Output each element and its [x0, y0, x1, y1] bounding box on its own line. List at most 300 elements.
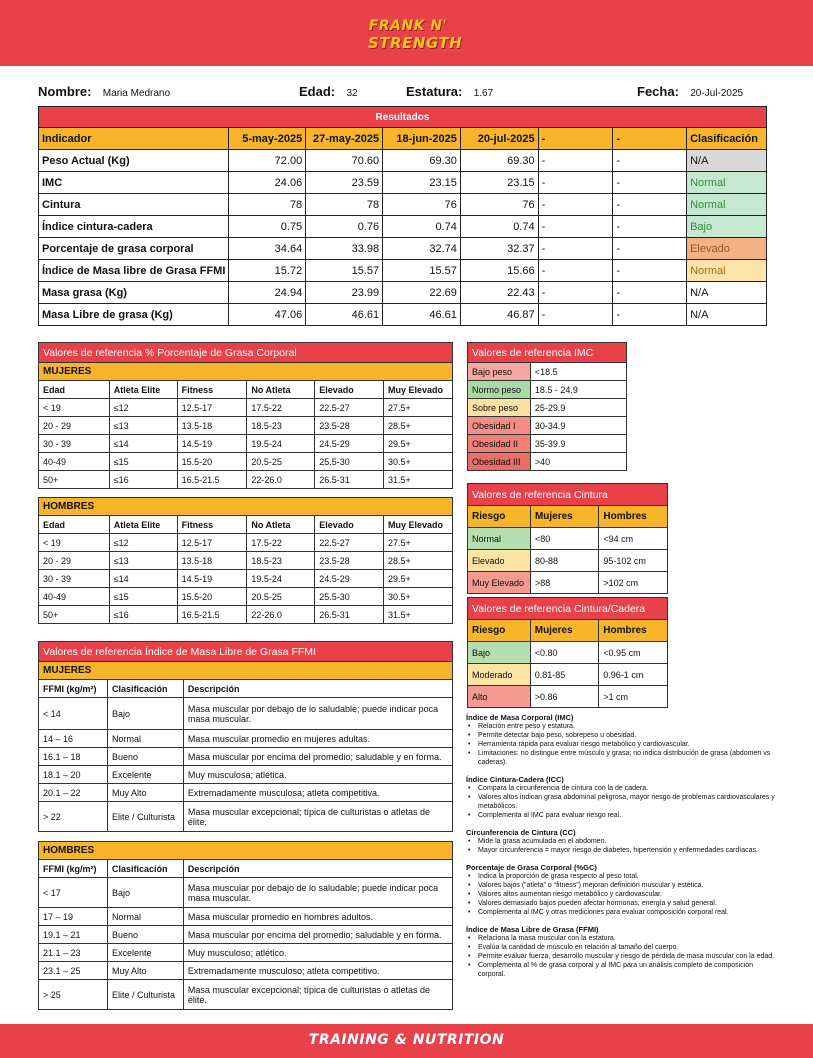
result-value: 32.37: [460, 238, 538, 260]
note-item: • Complementa al % de grasa corporal y al IMC para un análisis completo de composición corporal.: [466, 961, 776, 979]
cell: Masa muscular promedio en mujeres adultas.: [183, 730, 452, 748]
indicator-label: Masa grasa (Kg): [39, 282, 229, 304]
cell: <0.95 cm: [599, 642, 668, 664]
cell: 26.5-31: [315, 471, 384, 489]
grasa-row: [39, 417, 453, 435]
result-value: -: [538, 150, 613, 172]
result-value: -: [613, 238, 687, 260]
cell: 18.5 - 24.9: [530, 381, 626, 399]
results-header: 27-may-2025: [306, 128, 383, 150]
cell: ≤13: [109, 552, 177, 570]
cell: ≤12: [109, 399, 177, 417]
cell: Alto: [468, 686, 531, 708]
indicator-label: Cintura: [39, 194, 229, 216]
fecha-label: Fecha:: [637, 84, 679, 99]
note-item: • Valores demasiado bajos pueden afectar hormonas, energía y salud general.: [466, 899, 776, 908]
ffmi-row: [39, 784, 453, 802]
cell: 19.1 – 21: [39, 926, 108, 944]
cintura-row: [468, 550, 668, 572]
results-row: [39, 194, 767, 216]
grasa-col-header: Atleta Elite: [109, 516, 177, 534]
results-title: Resultados: [39, 107, 767, 128]
classification-cell: Normal: [687, 194, 767, 216]
brand-logo: [368, 18, 463, 56]
grasa-row: [39, 399, 453, 417]
fecha-value: 20-Jul-2025: [690, 88, 744, 99]
result-value: 76: [460, 194, 538, 216]
info-nombre: [38, 84, 170, 99]
result-value: 0.74: [383, 216, 461, 238]
cintura-row: [468, 528, 668, 550]
classification-cell: Normal: [687, 260, 767, 282]
cell: 14.5-19: [177, 570, 247, 588]
ffmi-row: [39, 944, 453, 962]
cell: 28.5+: [384, 552, 453, 570]
results-header: -: [613, 128, 687, 150]
result-value: 24.94: [229, 282, 306, 304]
grasa-ref-title: Valores de referencia % Porcentaje de Grasa Corporal: [39, 343, 453, 363]
cell: Normo peso: [468, 381, 531, 399]
ffmi-hombres-table: [38, 841, 453, 1010]
cell: 21.1 – 23: [39, 944, 108, 962]
cell: ≤16: [109, 606, 177, 624]
results-header: 18-jun-2025: [383, 128, 461, 150]
cell: 22.5-27: [315, 399, 384, 417]
result-value: 32.74: [383, 238, 461, 260]
cell: Normal: [107, 908, 183, 926]
result-value: 47.06: [229, 304, 306, 326]
info-fecha: [637, 84, 743, 99]
cell: 20 - 29: [39, 417, 110, 435]
note-item: • Relaciona la masa muscular con la estatura.: [466, 934, 776, 943]
cell: 13.5-18: [177, 417, 247, 435]
cell: 14 – 16: [39, 730, 108, 748]
cell: 17 – 19: [39, 908, 108, 926]
result-value: 0.74: [460, 216, 538, 238]
cell: 24.5-29: [315, 435, 384, 453]
result-value: 46.61: [383, 304, 461, 326]
results-header: -: [538, 128, 613, 150]
result-value: -: [613, 172, 687, 194]
classification-cell: Bajo: [687, 216, 767, 238]
note-title: Índice de Masa Libre de Grasa (FFMI): [466, 925, 599, 934]
result-value: 0.76: [306, 216, 383, 238]
cell: Normal: [107, 730, 183, 748]
cell: Masa muscular por debajo de lo saludable; puede indicar poca masa muscular.: [183, 698, 452, 730]
result-value: -: [613, 304, 687, 326]
cell: 12.5-17: [177, 399, 247, 417]
cell: ≤12: [109, 534, 177, 552]
cell: 16.5-21.5: [177, 471, 247, 489]
indicator-label: Índice cintura-cadera: [39, 216, 229, 238]
indicator-label: IMC: [39, 172, 229, 194]
cell: 22-26.0: [247, 606, 315, 624]
ffmi-row: [39, 766, 453, 784]
result-value: 23.15: [460, 172, 538, 194]
cell: Bajo: [107, 698, 183, 730]
results-row: [39, 282, 767, 304]
cell: 12.5-17: [177, 534, 247, 552]
result-value: -: [613, 150, 687, 172]
cell: ≤16: [109, 471, 177, 489]
cadera-col-header: Mujeres: [530, 620, 599, 642]
result-value: -: [538, 194, 613, 216]
cell: >40: [530, 453, 626, 471]
cell: 35-39.9: [530, 435, 626, 453]
note-title: Porcentaje de Grasa Corporal (%GC): [466, 863, 597, 872]
cell: Bajo peso: [468, 363, 531, 381]
grasa-col-header: Edad: [39, 381, 110, 399]
cell: 22-26.0: [247, 471, 315, 489]
cell: >88: [530, 572, 598, 594]
cell: 25.5-30: [315, 453, 384, 471]
note-item: • Valores altos indican grasa abdominal peligrosa, mayor riesgo de problemas cardiovasculares y metabólicos.: [466, 793, 776, 811]
cell: < 19: [39, 534, 110, 552]
note-item: • Permite detectar bajo peso, sobrepeso u obesidad.: [466, 731, 776, 740]
cell: 95-102 cm: [599, 550, 668, 572]
note-item: • Complementa al IMC y otras mediciones para evaluar composición corporal real.: [466, 908, 776, 917]
grasa-col-header: Elevado: [315, 381, 384, 399]
result-value: 72.00: [229, 150, 306, 172]
result-value: 15.72: [229, 260, 306, 282]
results-row: [39, 238, 767, 260]
cell: Muy musculosa; atlética.: [183, 766, 452, 784]
indicator-label: Masa Libre de grasa (Kg): [39, 304, 229, 326]
grasa-mujeres-label: MUJERES: [39, 363, 453, 381]
note-item: • Valores altos aumentan riesgo metabólico y cardiovascular.: [466, 890, 776, 899]
cell: >1 cm: [599, 686, 668, 708]
grasa-row: [39, 435, 453, 453]
cell: Obesidad III: [468, 453, 531, 471]
classification-cell: N/A: [687, 282, 767, 304]
imc-row: [468, 435, 627, 453]
results-header: Indicador: [39, 128, 229, 150]
result-value: 23.99: [306, 282, 383, 304]
top-banner: [0, 0, 813, 66]
ffmi-row: [39, 908, 453, 926]
cell: Elite / Culturista: [107, 802, 183, 832]
note-title: Índice de Masa Corporal (IMC): [466, 713, 574, 722]
cell: Bajo: [468, 642, 531, 664]
edad-value: 32: [346, 88, 358, 99]
grasa-row: [39, 453, 453, 471]
cell: 20.1 – 22: [39, 784, 108, 802]
cell: Normal: [468, 528, 531, 550]
estatura-label: Estatura:: [406, 84, 463, 99]
note-item: • Mayor circunferencia = mayor riesgo de diabetes, hipertensión y enfermedades cardíacas.: [466, 846, 776, 855]
cadera-row: [468, 642, 668, 664]
note-item: • Complementa al IMC para evaluar riesgo real.: [466, 811, 776, 820]
grasa-col-header: Elevado: [315, 516, 384, 534]
result-value: 69.30: [383, 150, 461, 172]
cell: Sobre peso: [468, 399, 531, 417]
note-item: • Compara la circunferencia de cintura con la de cadera.: [466, 784, 776, 793]
notes-section: [466, 713, 776, 979]
imc-row: [468, 453, 627, 471]
result-value: -: [538, 216, 613, 238]
cell: 25.5-30: [315, 588, 384, 606]
grasa-col-header: Muy Elevado: [384, 516, 453, 534]
cell: 29.5+: [384, 570, 453, 588]
nombre-label: Nombre:: [38, 84, 92, 99]
brand-logo-line2: STRENGTH: [368, 34, 463, 52]
ffmi-col-header: FFMI (kg/m²): [39, 860, 108, 878]
result-value: 33.98: [306, 238, 383, 260]
result-value: 22.69: [383, 282, 461, 304]
cell: <80: [530, 528, 598, 550]
grasa-row: [39, 606, 453, 624]
cell: 17.5-22: [247, 534, 315, 552]
result-value: 0.75: [229, 216, 306, 238]
cell: 16.1 – 18: [39, 748, 108, 766]
ffmi-row: [39, 962, 453, 980]
cell: Masa muscular excepcional; típica de culturistas o atletas de élite.: [183, 802, 452, 832]
ffmi-row: [39, 748, 453, 766]
imc-row: [468, 417, 627, 435]
cell: 40-49: [39, 588, 110, 606]
result-value: 15.66: [460, 260, 538, 282]
estatura-value: 1.67: [473, 88, 494, 99]
cell: Excelente: [107, 944, 183, 962]
cell: 15.5-20: [177, 453, 247, 471]
result-value: 22.43: [460, 282, 538, 304]
cell: 20.5-25: [247, 453, 315, 471]
cell: 0.96-1 cm: [599, 664, 668, 686]
results-table: [38, 106, 767, 326]
ffmi-mujeres-table: [38, 641, 453, 832]
ffmi-ref-title: Valores de referencia Índice de Masa Libre de Grasa FFMI: [39, 642, 453, 662]
result-value: -: [538, 304, 613, 326]
cell: Moderado: [468, 664, 531, 686]
cell: Extremadamente musculoso; atleta competitivo.: [183, 962, 452, 980]
cell: 16.5-21.5: [177, 606, 247, 624]
results-row: [39, 172, 767, 194]
cell: Bueno: [107, 748, 183, 766]
grasa-ref-table: [38, 342, 453, 489]
grasa-col-header: Fitness: [177, 381, 247, 399]
cell: <94 cm: [599, 528, 668, 550]
cell: 23.5-28: [315, 552, 384, 570]
cell: 30 - 39: [39, 435, 110, 453]
cell: 30.5+: [384, 453, 453, 471]
cell: > 22: [39, 802, 108, 832]
ffmi-row: [39, 802, 453, 832]
imc-row: [468, 381, 627, 399]
result-value: 69.30: [460, 150, 538, 172]
cell: Elevado: [468, 550, 531, 572]
cell: 30.5+: [384, 588, 453, 606]
cell: 40-49: [39, 453, 110, 471]
cell: 15.5-20: [177, 588, 247, 606]
cell: Masa muscular por debajo de lo saludable; puede indicar poca masa muscular.: [183, 878, 452, 908]
result-value: 78: [229, 194, 306, 216]
ffmi-hombres-label: HOMBRES: [39, 842, 453, 860]
cell: 17.5-22: [247, 399, 315, 417]
indicator-label: Peso Actual (Kg): [39, 150, 229, 172]
imc-row: [468, 363, 627, 381]
results-row: [39, 260, 767, 282]
cell: 28.5+: [384, 417, 453, 435]
cell: Masa muscular promedio en hombres adultos.: [183, 908, 452, 926]
grasa-col-header: Edad: [39, 516, 110, 534]
cell: Masa muscular por encima del promedio; saludable y en forma.: [183, 926, 452, 944]
cell: < 19: [39, 399, 110, 417]
cadera-ref-table: [467, 597, 668, 708]
cell: 50+: [39, 471, 110, 489]
cell: Bueno: [107, 926, 183, 944]
cell: 27.5+: [384, 399, 453, 417]
cadera-row: [468, 664, 668, 686]
cintura-row: [468, 572, 668, 594]
result-value: -: [538, 260, 613, 282]
grasa-col-header: Atleta Elite: [109, 381, 177, 399]
result-value: -: [613, 194, 687, 216]
cell: 18.5-23: [247, 417, 315, 435]
cell: ≤15: [109, 588, 177, 606]
grasa-hombres-table: [38, 497, 453, 624]
cell: Masa muscular por encima del promedio; saludable y en forma.: [183, 748, 452, 766]
ffmi-row: [39, 878, 453, 908]
cell: < 14: [39, 698, 108, 730]
results-header: 20-jul-2025: [460, 128, 538, 150]
cintura-ref-table: [467, 483, 668, 594]
ffmi-col-header: Clasificación: [107, 860, 183, 878]
edad-label: Edad:: [299, 84, 336, 99]
cell: Muy musculoso; atlético.: [183, 944, 452, 962]
info-edad: [299, 84, 358, 99]
cell: 50+: [39, 606, 110, 624]
imc-ref-table: [467, 342, 627, 471]
cell: < 17: [39, 878, 108, 908]
cell: Obesidad I: [468, 417, 531, 435]
cell: ≤14: [109, 435, 177, 453]
cell: Obesidad II: [468, 435, 531, 453]
classification-cell: Elevado: [687, 238, 767, 260]
ffmi-col-header: FFMI (kg/m²): [39, 680, 108, 698]
result-value: 15.57: [383, 260, 461, 282]
result-value: 70.60: [306, 150, 383, 172]
result-value: -: [613, 282, 687, 304]
footer-tagline: TRAINING & NUTRITION: [308, 1032, 505, 1048]
cell: 30-34.9: [530, 417, 626, 435]
cell: Muy Alto: [107, 962, 183, 980]
cell: Muy Alto: [107, 784, 183, 802]
cell: 23.5-28: [315, 417, 384, 435]
cell: 19.5-24: [247, 435, 315, 453]
cell: 13.5-18: [177, 552, 247, 570]
classification-cell: Normal: [687, 172, 767, 194]
cell: <18.5: [530, 363, 626, 381]
cell: Muy Elevado: [468, 572, 531, 594]
grasa-col-header: Muy Elevado: [384, 381, 453, 399]
result-value: -: [538, 172, 613, 194]
cell: 80-88: [530, 550, 598, 572]
grasa-col-header: No Atleta: [247, 516, 315, 534]
classification-cell: N/A: [687, 150, 767, 172]
cell: 19.5-24: [247, 570, 315, 588]
cell: 26.5-31: [315, 606, 384, 624]
cell: Excelente: [107, 766, 183, 784]
ffmi-row: [39, 730, 453, 748]
cell: 18.5-23: [247, 552, 315, 570]
grasa-row: [39, 588, 453, 606]
results-row: [39, 304, 767, 326]
cintura-col-header: Hombres: [599, 506, 668, 528]
info-estatura: [406, 84, 493, 99]
grasa-row: [39, 552, 453, 570]
cell: 30 - 39: [39, 570, 110, 588]
cell: 23.1 – 25: [39, 962, 108, 980]
cell: >102 cm: [599, 572, 668, 594]
cadera-col-header: Riesgo: [468, 620, 531, 642]
cell: 22.5-27: [315, 534, 384, 552]
imc-row: [468, 399, 627, 417]
result-value: 46.87: [460, 304, 538, 326]
cell: 31.5+: [384, 471, 453, 489]
results-row: [39, 216, 767, 238]
classification-cell: N/A: [687, 304, 767, 326]
result-value: -: [538, 282, 613, 304]
cell: >0.86: [530, 686, 599, 708]
result-value: -: [538, 238, 613, 260]
note-item: • Relación entre peso y estatura.: [466, 722, 776, 731]
grasa-col-header: No Atleta: [247, 381, 315, 399]
cell: ≤14: [109, 570, 177, 588]
cell: ≤13: [109, 417, 177, 435]
indicator-label: Porcentaje de grasa corporal: [39, 238, 229, 260]
cell: > 25: [39, 980, 108, 1010]
cadera-ref-title: Valores de referencia Cintura/Cadera: [468, 598, 668, 620]
cintura-col-header: Riesgo: [468, 506, 531, 528]
cintura-col-header: Mujeres: [530, 506, 598, 528]
ffmi-mujeres-label: MUJERES: [39, 662, 453, 680]
cintura-ref-title: Valores de referencia Cintura: [468, 484, 668, 506]
cell: Elite / Culturista: [107, 980, 183, 1010]
grasa-row: [39, 534, 453, 552]
result-value: 34.64: [229, 238, 306, 260]
cell: 29.5+: [384, 435, 453, 453]
cell: 20.5-25: [247, 588, 315, 606]
cell: Extremadamente musculosa; atleta competitiva.: [183, 784, 452, 802]
nombre-value: Maria Medrano: [102, 88, 171, 99]
result-value: 78: [306, 194, 383, 216]
cell: 0.81-85: [530, 664, 599, 686]
result-value: 46.61: [306, 304, 383, 326]
result-value: 23.15: [383, 172, 461, 194]
note-item: • Herramienta rápida para evaluar riesgo metabólico y cardiovascular.: [466, 740, 776, 749]
result-value: -: [613, 260, 687, 282]
note-item: • Indica la proporción de grasa respecto al peso total.: [466, 872, 776, 881]
ffmi-col-header: Descripción: [183, 860, 452, 878]
result-value: 24.06: [229, 172, 306, 194]
grasa-row: [39, 570, 453, 588]
cadera-row: [468, 686, 668, 708]
cell: 25-29.9: [530, 399, 626, 417]
results-header: 5-may-2025: [229, 128, 306, 150]
ffmi-row: [39, 926, 453, 944]
cell: <0.80: [530, 642, 599, 664]
cell: 31.5+: [384, 606, 453, 624]
cadera-col-header: Hombres: [599, 620, 668, 642]
cell: 18.1 – 20: [39, 766, 108, 784]
grasa-row: [39, 471, 453, 489]
result-value: 76: [383, 194, 461, 216]
note-item: • Mide la grasa acumulada en el abdomen.: [466, 837, 776, 846]
note-item: • Valores bajos (“atleta” o “fitness”) mejoran definición muscular y estética.: [466, 881, 776, 890]
ffmi-col-header: Clasificación: [107, 680, 183, 698]
cell: ≤15: [109, 453, 177, 471]
ffmi-col-header: Descripción: [183, 680, 452, 698]
